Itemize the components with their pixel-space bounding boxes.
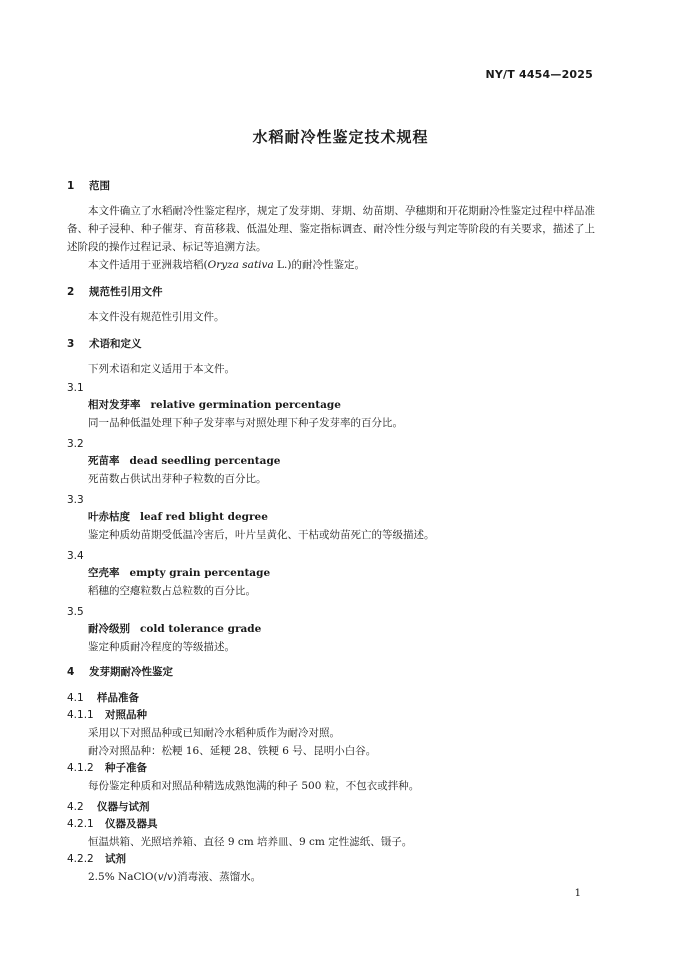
term-zh: 空壳率 xyxy=(88,567,120,579)
subsection-title: 仪器及器具 xyxy=(105,818,158,830)
term-entry xyxy=(67,548,595,600)
subsection-number: 4.1.1 xyxy=(67,709,94,721)
term-zh: 死苗率 xyxy=(88,455,120,467)
subsection-number: 4.2.1 xyxy=(67,818,94,830)
scientific-name: Oryza sativa xyxy=(207,259,274,271)
term-name xyxy=(67,508,595,526)
subsection-heading xyxy=(67,690,595,707)
subsection-number: 4.1.2 xyxy=(67,762,94,774)
subsection-heading xyxy=(67,707,595,724)
terms-intro: 下列术语和定义适用于本文件。 xyxy=(88,363,235,375)
document-body xyxy=(67,178,595,886)
body-line: 每份鉴定种质和对照品种精选成熟饱满的种子 500 粒，不包衣或拌种。 xyxy=(88,780,420,792)
section-title: 术语和定义 xyxy=(89,338,142,350)
text-fragment: L.)的耐冷性鉴定。 xyxy=(273,259,365,271)
text-fragment: )消毒液、蒸馏水。 xyxy=(172,871,262,883)
scope-paragraph: 本文件确立了水稻耐冷性鉴定程序，规定了发芽期、芽期、幼苗期、孕穗期和开花期耐冷性鉴定过程中样品准备、种子浸种、种子催芽、育苗移栽、低温处理、鉴定指标调查、耐冷性分级与判定等阶段的有关要求，描述了上述阶段的操作过程记录、标记等追溯方法。 xyxy=(67,205,595,253)
term-name xyxy=(67,452,595,470)
document-title: 水稻耐冷性鉴定技术规程 xyxy=(252,128,429,146)
term-en: leaf red blight degree xyxy=(140,511,268,523)
italic-symbol: v xyxy=(167,871,173,883)
term-entry xyxy=(67,380,595,432)
term-en: relative germination percentage xyxy=(150,399,341,411)
italic-symbol: v xyxy=(157,871,164,883)
term-number: 3.4 xyxy=(67,550,84,562)
term-number: 3.1 xyxy=(67,382,84,394)
section-number: 2 xyxy=(67,286,75,298)
term-definition: 同一品种低温处理下种子发芽率与对照处理下种子发芽率的百分比。 xyxy=(88,417,403,429)
subsection-heading xyxy=(67,851,595,868)
section-heading-3 xyxy=(67,336,595,352)
term-name xyxy=(67,620,595,638)
term-number: 3.5 xyxy=(67,606,84,618)
term-zh: 耐冷级别 xyxy=(88,623,130,635)
subsection-title: 对照品种 xyxy=(105,709,147,721)
term-zh: 相对发芽率 xyxy=(88,399,141,411)
term-number: 3.3 xyxy=(67,494,84,506)
subsection-title: 试剂 xyxy=(105,853,126,865)
text-fragment: 2.5% NaClO( xyxy=(88,871,158,883)
subsection-number: 4.2 xyxy=(67,801,84,813)
standard-number: NY/T 4454—2025 xyxy=(485,68,593,81)
text-fragment: 本文件适用于亚洲栽培稻( xyxy=(88,259,208,271)
section-title: 规范性引用文件 xyxy=(89,286,163,298)
body-line: 采用以下对照品种或已知耐冷水稻种质作为耐冷对照。 xyxy=(88,727,340,739)
section-number: 4 xyxy=(67,666,75,678)
term-definition: 鉴定种质幼苗期受低温冷害后，叶片呈黄化、干枯或幼苗死亡的等级描述。 xyxy=(88,529,435,541)
text-fragment: / xyxy=(163,871,168,883)
term-definition: 死苗数占供试出芽种子粒数的百分比。 xyxy=(88,473,267,485)
subsection-number: 4.1 xyxy=(67,692,84,704)
subsection-title: 仪器与试剂 xyxy=(97,801,150,813)
body-line: 恒温烘箱、光照培养箱、直径 9 cm 培养皿、9 cm 定性滤纸、镊子。 xyxy=(88,836,413,848)
subsection-title: 样品准备 xyxy=(97,692,139,704)
term-entry xyxy=(67,436,595,488)
subsection-heading xyxy=(67,799,595,816)
term-en: cold tolerance grade xyxy=(140,623,262,635)
section-heading-2 xyxy=(67,284,595,300)
scope-applicability xyxy=(67,256,595,274)
term-entry xyxy=(67,604,595,656)
section-heading-4 xyxy=(67,664,595,680)
section-heading-1 xyxy=(67,178,595,194)
normative-references-paragraph: 本文件没有规范性引用文件。 xyxy=(88,311,225,323)
term-definition: 鉴定种质耐冷程度的等级描述。 xyxy=(88,641,235,653)
subsection-heading xyxy=(67,760,595,777)
term-definition: 稻穗的空瘪粒数占总粒数的百分比。 xyxy=(88,585,256,597)
term-zh: 叶赤枯度 xyxy=(88,511,130,523)
section-title: 发芽期耐冷性鉴定 xyxy=(89,666,173,678)
page-number: 1 xyxy=(574,888,581,899)
body-line: 耐冷对照品种：松粳 16、延粳 28、铁粳 6 号、昆明小白谷。 xyxy=(88,745,377,757)
subsection-title: 种子准备 xyxy=(105,762,147,774)
subsection-heading xyxy=(67,816,595,833)
term-name xyxy=(67,564,595,582)
term-en: dead seedling percentage xyxy=(129,455,281,467)
body-line xyxy=(67,868,595,886)
section-number: 1 xyxy=(67,180,75,192)
term-entry xyxy=(67,492,595,544)
term-name xyxy=(67,396,595,414)
section-title: 范围 xyxy=(89,180,110,192)
term-en: empty grain percentage xyxy=(129,567,271,579)
section-number: 3 xyxy=(67,338,75,350)
term-number: 3.2 xyxy=(67,438,84,450)
subsection-number: 4.2.2 xyxy=(67,853,94,865)
